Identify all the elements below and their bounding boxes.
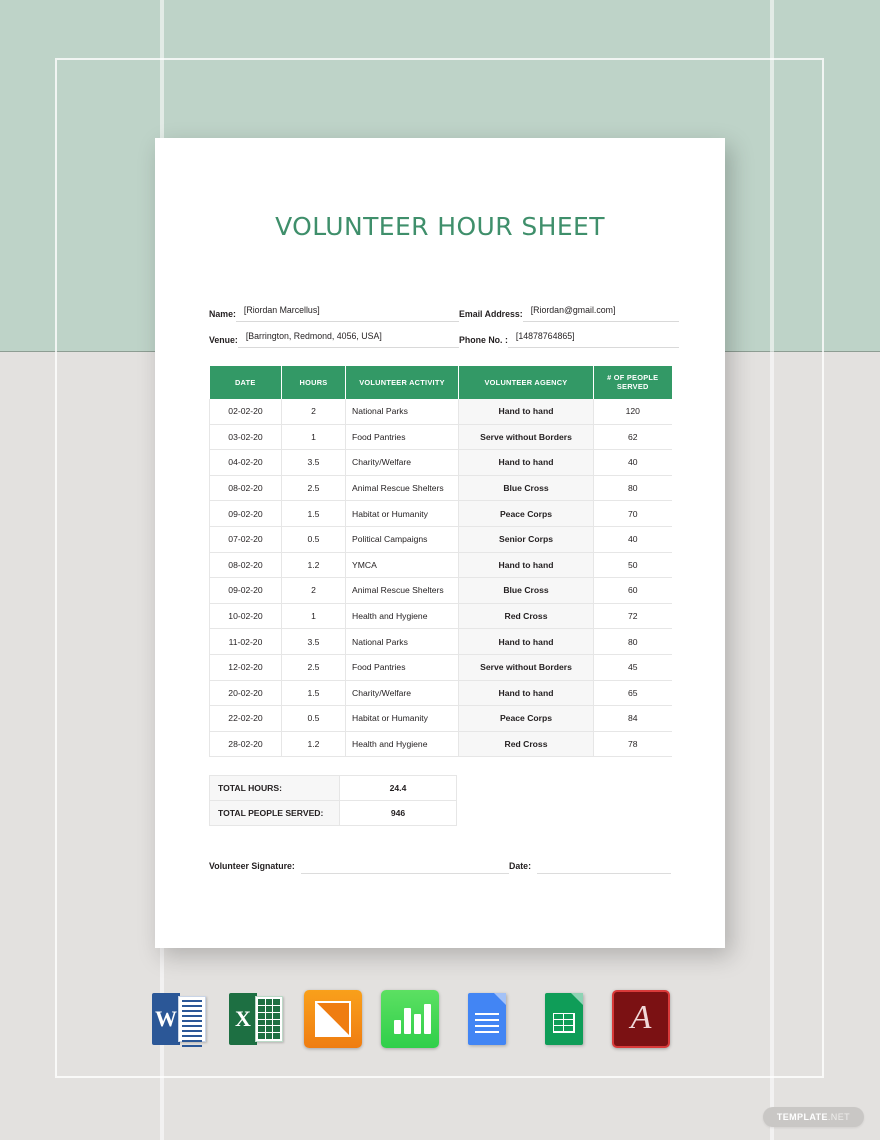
cell-activity: YMCA <box>346 552 459 578</box>
cell-hours: 2 <box>282 578 346 604</box>
volunteer-signature-line[interactable] <box>301 860 509 874</box>
th-activity[interactable]: VOLUNTEER ACTIVITY <box>346 366 459 399</box>
cell-hours: 1.2 <box>282 731 346 757</box>
cell-date: 11-02-20 <box>210 629 282 655</box>
name-label: Name: <box>209 309 236 319</box>
apple-numbers-bars <box>394 1004 431 1034</box>
cell-agency: Blue Cross <box>459 578 594 604</box>
phone-value-line[interactable] <box>508 326 679 348</box>
cell-hours: 1.5 <box>282 680 346 706</box>
page-title: VOLUNTEER HOUR SHEET <box>275 212 605 241</box>
document-paper <box>155 138 725 948</box>
cell-hours: 0.5 <box>282 706 346 732</box>
venue-value-line[interactable] <box>238 326 459 348</box>
cell-hours: 2 <box>282 399 346 425</box>
document-body <box>155 138 725 948</box>
google-sheets-grid <box>553 1013 575 1033</box>
ms-word-letter: W <box>152 993 180 1045</box>
table-row <box>210 475 672 501</box>
cell-agency: Hand to hand <box>459 399 594 425</box>
cell-date: 09-02-20 <box>210 578 282 604</box>
template-net-watermark <box>763 1107 864 1127</box>
meta-row-2 <box>209 322 679 348</box>
cell-activity: Health and Hygiene <box>346 731 459 757</box>
cell-activity: Animal Rescue Shelters <box>346 578 459 604</box>
cell-agency: Blue Cross <box>459 475 594 501</box>
cell-date: 22-02-20 <box>210 706 282 732</box>
total-people-label: TOTAL PEOPLE SERVED: <box>210 801 340 826</box>
cell-agency: Serve without Borders <box>459 654 594 680</box>
cell-date: 12-02-20 <box>210 654 282 680</box>
cell-date: 09-02-20 <box>210 501 282 527</box>
cell-served: 80 <box>594 629 672 655</box>
name-field[interactable] <box>209 300 459 322</box>
cell-hours: 2.5 <box>282 475 346 501</box>
cell-hours: 1.2 <box>282 552 346 578</box>
table-row <box>210 706 672 732</box>
ms-excel-icon[interactable] <box>227 990 285 1048</box>
cell-activity: Charity/Welfare <box>346 680 459 706</box>
watermark-secondary: .NET <box>827 1112 850 1122</box>
th-hours[interactable]: HOURS <box>282 366 346 399</box>
total-hours-row <box>210 776 457 801</box>
email-value-line[interactable] <box>523 300 679 322</box>
total-people-value: 946 <box>340 801 457 826</box>
adobe-pdf-icon[interactable] <box>612 990 670 1048</box>
email-value: [Riordan@gmail.com] <box>530 305 616 315</box>
cell-hours: 0.5 <box>282 526 346 552</box>
th-date[interactable]: DATE <box>210 366 282 399</box>
google-sheets-icon[interactable] <box>535 990 593 1048</box>
watermark-primary: TEMPLATE <box>776 1112 828 1122</box>
cell-served: 45 <box>594 654 672 680</box>
adobe-pdf-letter: A <box>630 998 652 1036</box>
cell-date: 04-02-20 <box>210 450 282 476</box>
venue-value: [Barrington, Redmond, 4056, USA] <box>245 331 382 341</box>
cell-activity: Health and Hygiene <box>346 603 459 629</box>
total-hours-label: TOTAL HOURS: <box>210 776 340 801</box>
apple-pages-icon[interactable] <box>304 990 362 1048</box>
cell-date: 07-02-20 <box>210 526 282 552</box>
total-people-row <box>210 801 457 826</box>
th-agency[interactable]: VOLUNTEER AGENCY <box>459 366 594 399</box>
cell-served: 70 <box>594 501 672 527</box>
signature-date-field[interactable] <box>509 860 671 874</box>
cell-served: 62 <box>594 424 672 450</box>
cell-served: 40 <box>594 450 672 476</box>
table-row <box>210 424 672 450</box>
phone-field[interactable] <box>459 326 679 348</box>
table-row <box>210 654 672 680</box>
cell-served: 40 <box>594 526 672 552</box>
google-docs-fold <box>494 993 506 1005</box>
volunteer-hours-table <box>209 366 672 757</box>
file-format-icon-row <box>150 988 690 1050</box>
table-row <box>210 501 672 527</box>
ms-excel-letter: X <box>229 993 257 1045</box>
cell-hours: 1.5 <box>282 501 346 527</box>
ms-word-icon[interactable] <box>150 990 208 1048</box>
phone-value: [14878764865] <box>515 331 575 341</box>
cell-agency: Red Cross <box>459 603 594 629</box>
cell-date: 10-02-20 <box>210 603 282 629</box>
table-row <box>210 526 672 552</box>
name-value: [Riordan Marcellus] <box>243 305 320 315</box>
venue-label: Venue: <box>209 335 238 345</box>
ms-word-pages <box>178 996 206 1042</box>
totals-table <box>209 775 457 826</box>
cell-served: 60 <box>594 578 672 604</box>
cell-hours: 1 <box>282 424 346 450</box>
cell-served: 50 <box>594 552 672 578</box>
cell-activity: Habitat or Humanity <box>346 501 459 527</box>
th-served[interactable]: # OF PEOPLE SERVED <box>594 366 672 399</box>
table-row <box>210 450 672 476</box>
cell-activity: Political Campaigns <box>346 526 459 552</box>
cell-activity: Food Pantries <box>346 654 459 680</box>
cell-hours: 1 <box>282 603 346 629</box>
table-row <box>210 731 672 757</box>
cell-activity: National Parks <box>346 399 459 425</box>
cell-date: 28-02-20 <box>210 731 282 757</box>
cell-hours: 3.5 <box>282 450 346 476</box>
cell-hours: 3.5 <box>282 629 346 655</box>
cell-date: 08-02-20 <box>210 475 282 501</box>
cell-agency: Peace Corps <box>459 501 594 527</box>
google-sheets-fold <box>571 993 583 1005</box>
apple-numbers-icon[interactable] <box>381 990 439 1048</box>
signature-section <box>209 860 671 874</box>
cell-activity: Food Pantries <box>346 424 459 450</box>
cell-served: 78 <box>594 731 672 757</box>
cell-date: 20-02-20 <box>210 680 282 706</box>
cell-date: 02-02-20 <box>210 399 282 425</box>
google-docs-lines <box>475 1013 499 1037</box>
cell-hours: 2.5 <box>282 654 346 680</box>
cell-agency: Peace Corps <box>459 706 594 732</box>
table-row <box>210 629 672 655</box>
total-hours-value: 24.4 <box>340 776 457 801</box>
cell-activity: Animal Rescue Shelters <box>346 475 459 501</box>
cell-date: 08-02-20 <box>210 552 282 578</box>
signature-date-line[interactable] <box>537 860 671 874</box>
cell-served: 72 <box>594 603 672 629</box>
table-row <box>210 578 672 604</box>
cell-activity: Charity/Welfare <box>346 450 459 476</box>
venue-field[interactable] <box>209 326 459 348</box>
table-row <box>210 552 672 578</box>
table-row <box>210 603 672 629</box>
table-row <box>210 399 672 425</box>
table-row <box>210 680 672 706</box>
google-sheets-sheet <box>545 993 583 1045</box>
cell-agency: Hand to hand <box>459 680 594 706</box>
cell-served: 80 <box>594 475 672 501</box>
cell-activity: National Parks <box>346 629 459 655</box>
signature-date-label: Date: <box>509 861 531 871</box>
cell-date: 03-02-20 <box>210 424 282 450</box>
cell-agency: Hand to hand <box>459 629 594 655</box>
cell-agency: Senior Corps <box>459 526 594 552</box>
name-value-line[interactable] <box>236 300 459 322</box>
table-header-row <box>210 366 672 399</box>
google-docs-sheet <box>468 993 506 1045</box>
volunteer-signature-field[interactable] <box>209 860 509 874</box>
cell-agency: Hand to hand <box>459 450 594 476</box>
cell-agency: Serve without Borders <box>459 424 594 450</box>
volunteer-signature-label: Volunteer Signature: <box>209 861 295 871</box>
cell-served: 120 <box>594 399 672 425</box>
cell-activity: Habitat or Humanity <box>346 706 459 732</box>
cell-agency: Red Cross <box>459 731 594 757</box>
ms-excel-grid <box>255 996 283 1042</box>
phone-label: Phone No. : <box>459 335 508 345</box>
cell-served: 84 <box>594 706 672 732</box>
meta-row-1 <box>209 296 679 322</box>
meta-fields <box>209 296 679 348</box>
email-field[interactable] <box>459 300 679 322</box>
google-docs-icon[interactable] <box>458 990 516 1048</box>
email-label: Email Address: <box>459 309 523 319</box>
cell-served: 65 <box>594 680 672 706</box>
cell-agency: Hand to hand <box>459 552 594 578</box>
